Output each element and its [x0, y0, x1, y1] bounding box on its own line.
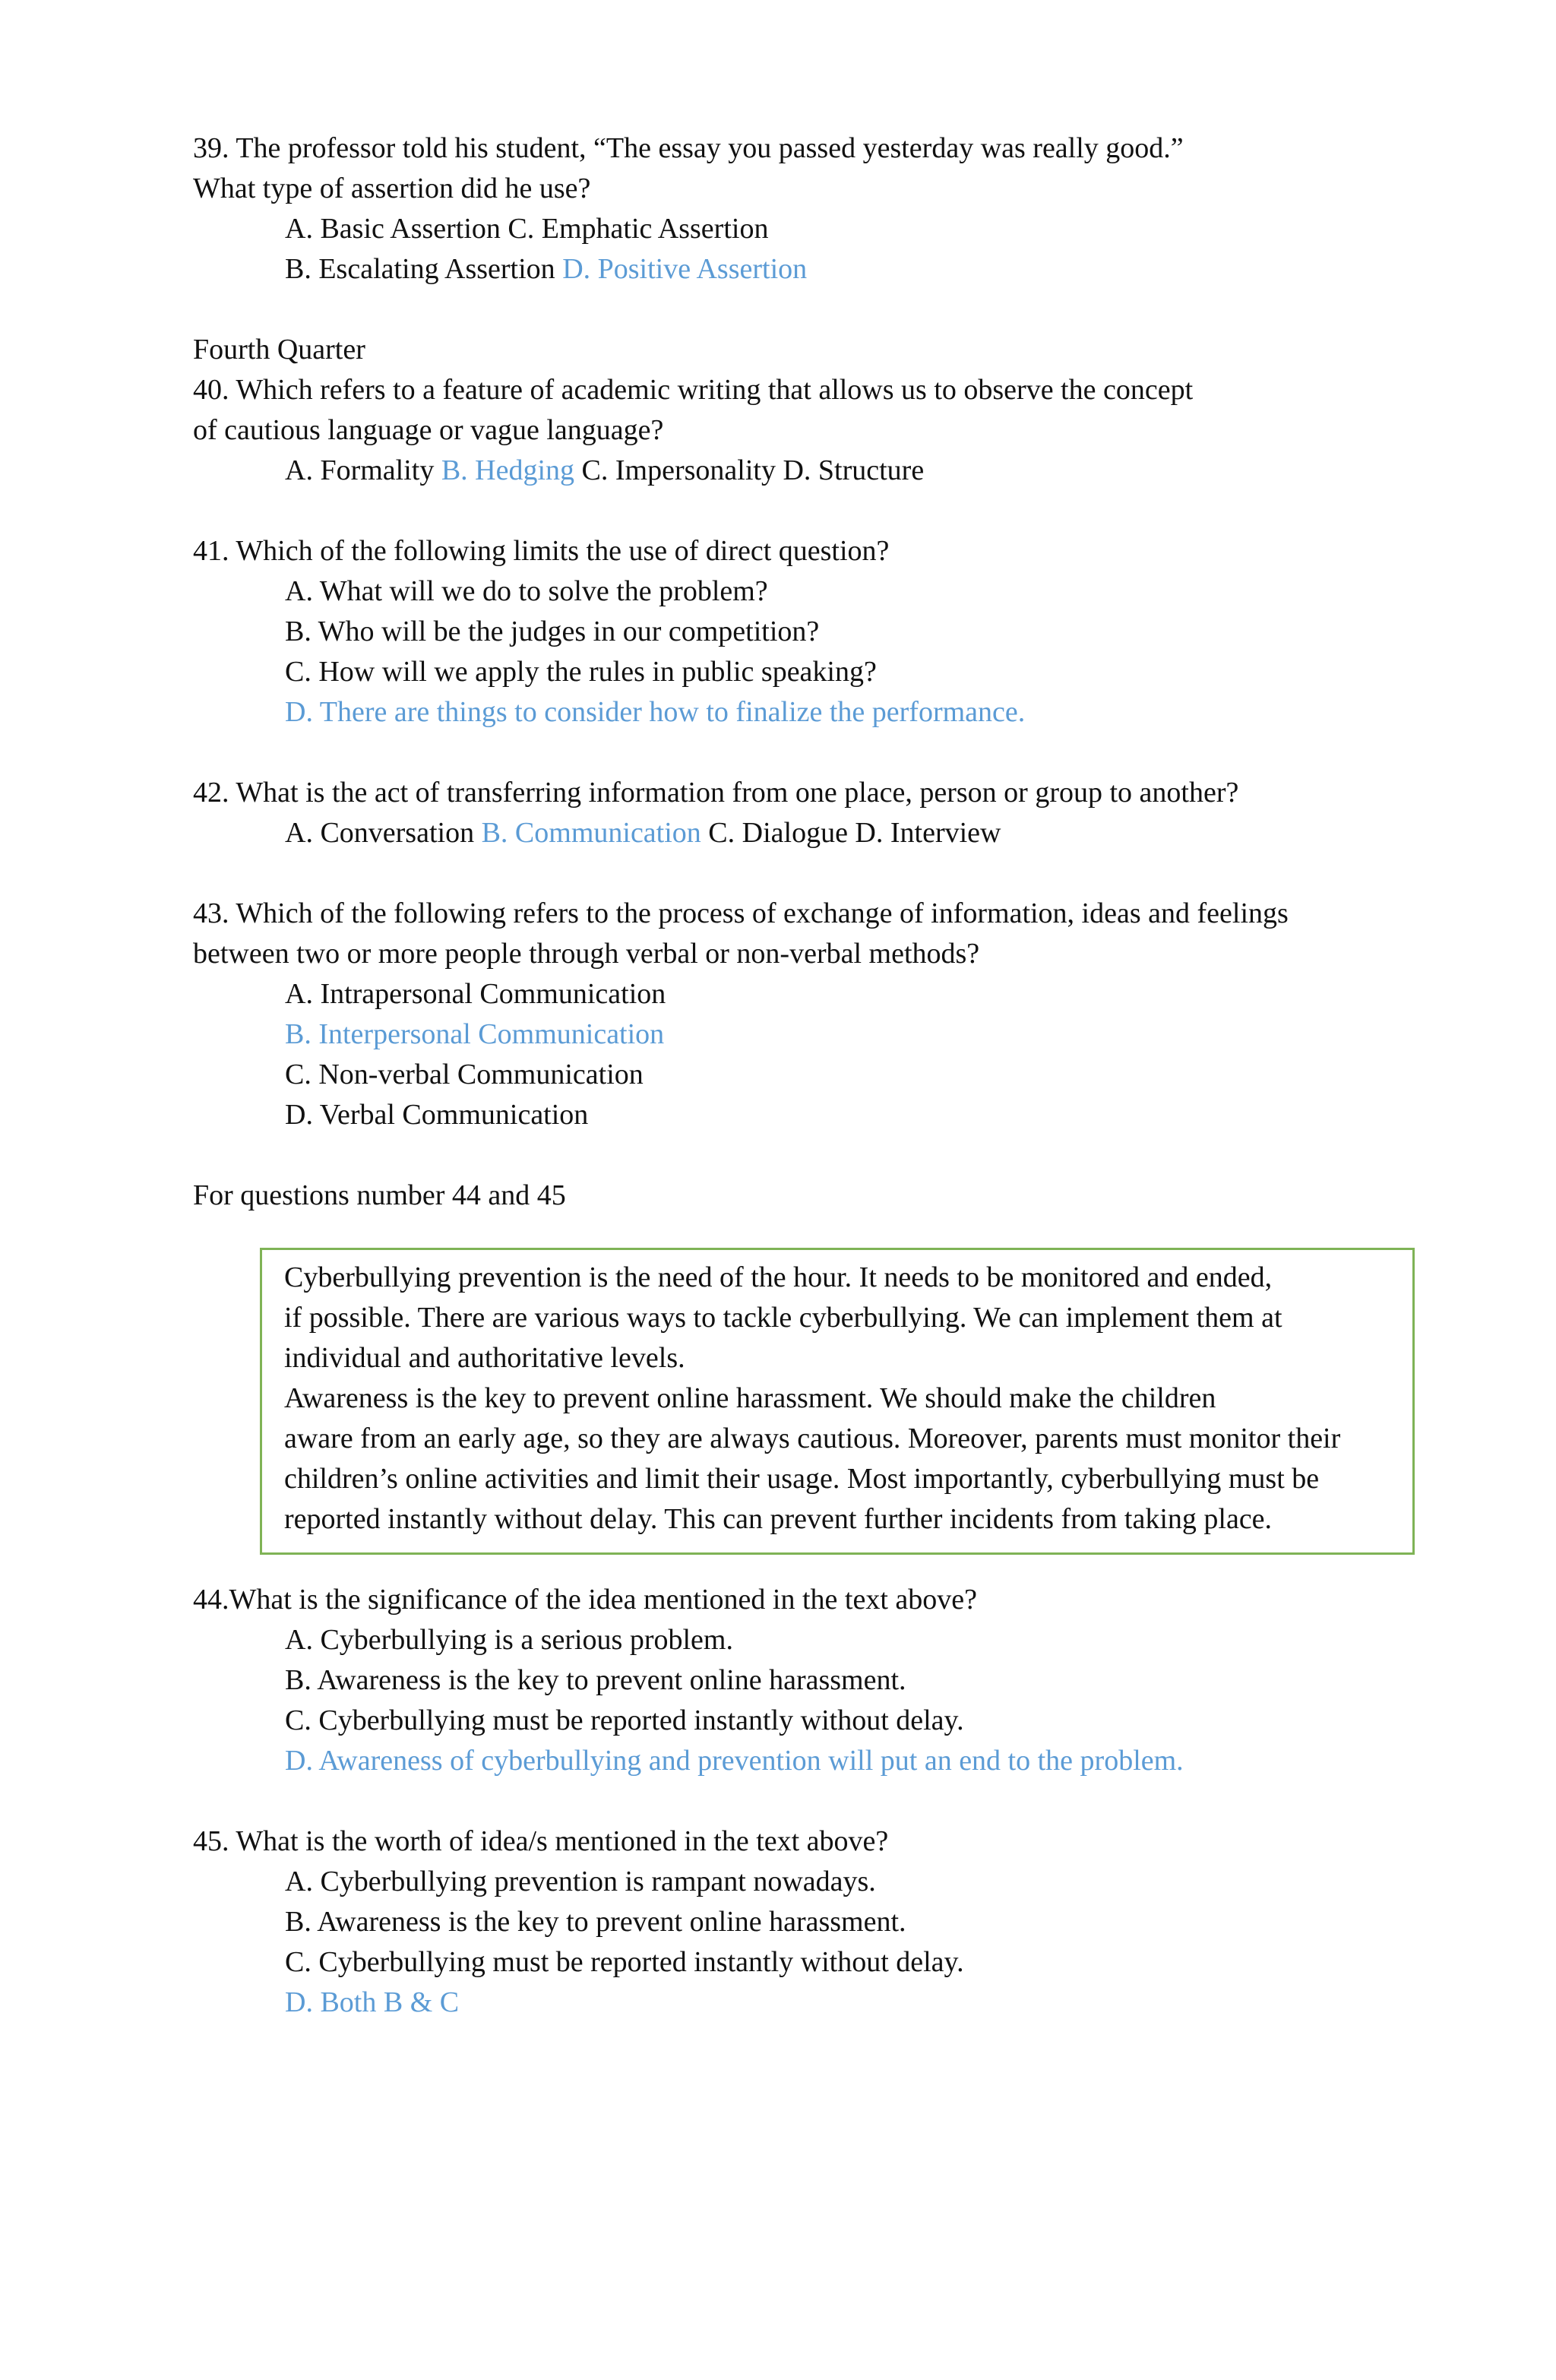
q42-options-row: [285, 818, 1001, 847]
q39-question-line2: What type of assertion did he use?: [193, 172, 591, 204]
q42-answer-b: B. Communication: [481, 817, 701, 849]
q40-question-line1: 40. Which refers to a feature of academic writing that allows us to observe the concept: [193, 374, 1194, 406]
passage-intro: For questions number 44 and 45: [193, 1179, 566, 1211]
q43-question-line1: 43. Which of the following refers to the process of exchange of information, ideas and feelings: [193, 897, 1289, 929]
q40-question-line2: of cautious language or vague language?: [193, 414, 664, 446]
q39-options-row2: [285, 255, 807, 283]
q45-option-a: A. Cyberbullying prevention is rampant nowadays.: [285, 1866, 876, 1897]
q40-options-row: [285, 456, 924, 485]
q44-option-c: C. Cyberbullying must be reported instantly without delay.: [285, 1704, 964, 1736]
q43-answer-b: B. Interpersonal Communication: [285, 1018, 665, 1050]
q43-question-line2: between two or more people through verbal or non-verbal methods?: [193, 938, 980, 970]
q40-options-cd: C. Impersonality D. Structure: [574, 454, 925, 486]
q39-question-line1: 39. The professor told his student, “The essay you passed yesterday was really good.”: [193, 132, 1184, 164]
q43-option-d: D. Verbal Communication: [285, 1099, 589, 1131]
q40-answer-b: B. Hedging: [441, 454, 575, 486]
q41-question: 41. Which of the following limits the use of direct question?: [193, 535, 890, 567]
passage-line-4: Awareness is the key to prevent online harassment. We should make the children: [284, 1382, 1216, 1414]
passage-line-7: reported instantly without delay. This can prevent further incidents from taking place.: [284, 1503, 1273, 1535]
q42-options-cd: C. Dialogue D. Interview: [701, 817, 1001, 849]
q41-option-c: C. How will we apply the rules in public speaking?: [285, 656, 877, 688]
q42-option-a: A. Conversation: [285, 817, 482, 849]
q41-answer-d: D. There are things to consider how to finalize the performance.: [285, 696, 1026, 728]
q45-option-b: B. Awareness is the key to prevent online harassment.: [285, 1906, 906, 1938]
q39-answer-d: D. Positive Assertion: [562, 253, 808, 285]
q39-option-b: B. Escalating Assertion: [285, 253, 563, 285]
passage-line-5: aware from an early age, so they are always cautious. Moreover, parents must monitor their: [284, 1423, 1341, 1454]
passage-line-6: children’s online activities and limit their usage. Most importantly, cyberbullying must be: [284, 1463, 1320, 1495]
q40-option-a: A. Formality: [285, 454, 441, 486]
q43-option-a: A. Intrapersonal Communication: [285, 978, 666, 1010]
q42-question: 42. What is the act of transferring information from one place, person or group to another?: [193, 777, 1239, 809]
q44-option-a: A. Cyberbullying is a serious problem.: [285, 1624, 733, 1656]
q45-question: 45. What is the worth of idea/s mentioned in the text above?: [193, 1825, 889, 1857]
q43-option-c: C. Non-verbal Communication: [285, 1059, 644, 1090]
q44-answer-d: D. Awareness of cyberbullying and prevention will put an end to the problem.: [285, 1745, 1184, 1777]
q39-options-row1: A. Basic Assertion C. Emphatic Assertion: [285, 213, 769, 245]
q45-answer-d: D. Both B & C: [285, 1986, 460, 2018]
passage-line-1: Cyberbullying prevention is the need of the hour. It needs to be monitored and ended,: [284, 1261, 1273, 1293]
q45-option-c: C. Cyberbullying must be reported instantly without delay.: [285, 1946, 964, 1978]
q41-option-b: B. Who will be the judges in our competition?: [285, 616, 820, 647]
q44-option-b: B. Awareness is the key to prevent online harassment.: [285, 1664, 906, 1696]
passage-line-3: individual and authoritative levels.: [284, 1342, 685, 1374]
section-heading: Fourth Quarter: [193, 334, 365, 366]
q41-option-a: A. What will we do to solve the problem?: [285, 575, 768, 607]
passage-line-2: if possible. There are various ways to tackle cyberbullying. We can implement them at: [284, 1302, 1282, 1334]
q44-question: 44.What is the significance of the idea mentioned in the text above?: [193, 1584, 977, 1616]
